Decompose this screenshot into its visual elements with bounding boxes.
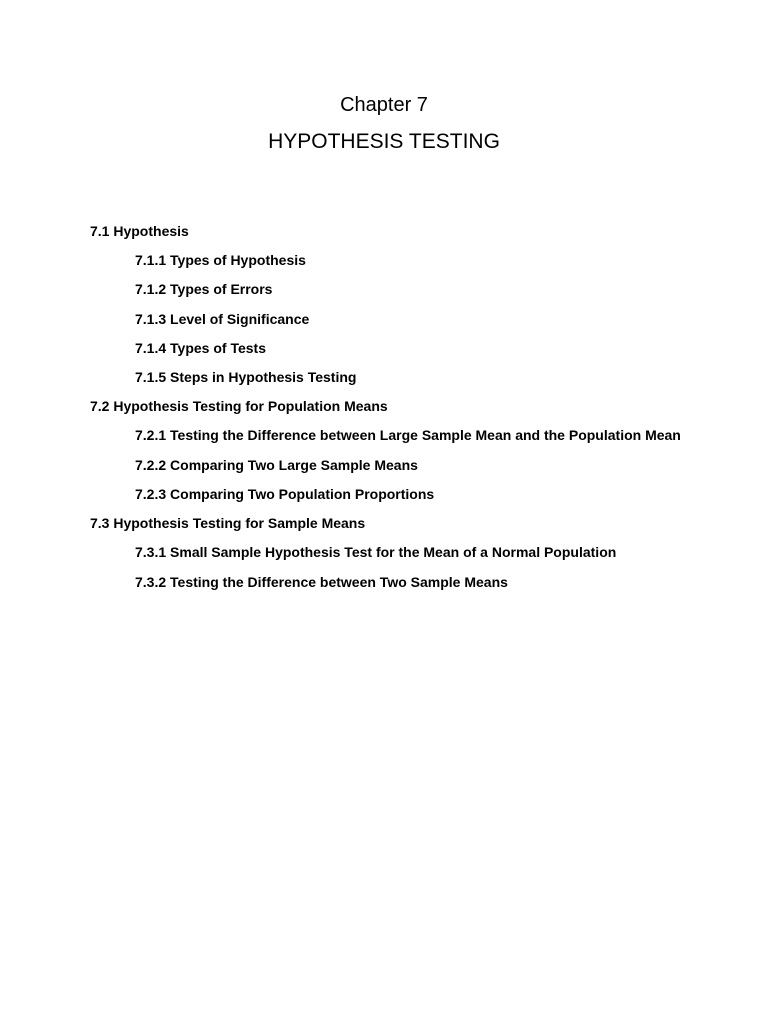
table-of-contents: [90, 222, 690, 602]
toc-subsection-7-3-2: 7.3.2 Testing the Difference between Two Sample Means: [135, 573, 508, 590]
toc-subsection-7-1-2: 7.1.2 Types of Errors: [135, 281, 273, 298]
toc-subsection-7-1-3: 7.1.3 Level of Significance: [135, 310, 310, 327]
toc-section-7-1: 7.1 Hypothesis: [90, 223, 189, 239]
toc-subsection-7-3-1: 7.3.1 Small Sample Hypothesis Test for the Mean of a Normal Population: [135, 544, 617, 561]
chapter-label: Chapter 7: [340, 94, 428, 116]
toc-subsection-7-1-5: 7.1.5 Steps in Hypothesis Testing: [135, 368, 357, 385]
toc-section-7-2: 7.2 Hypothesis Testing for Population Means: [90, 398, 388, 415]
toc-subsection-7-2-2: 7.2.2 Comparing Two Large Sample Means: [135, 456, 418, 473]
toc-subsection-7-2-3: 7.2.3 Comparing Two Population Proportions: [135, 486, 435, 502]
chapter-title: HYPOTHESIS TESTING: [268, 130, 500, 153]
toc-section-7-3: 7.3 Hypothesis Testing for Sample Means: [90, 515, 366, 532]
toc-subsection-7-1-4: 7.1.4 Types of Tests: [135, 339, 266, 356]
toc-subsection-7-2-1: 7.2.1 Testing the Difference between Large Sample Mean and the Population Mean: [135, 427, 681, 444]
toc-subsection-7-1-1: 7.1.1 Types of Hypothesis: [135, 252, 306, 269]
